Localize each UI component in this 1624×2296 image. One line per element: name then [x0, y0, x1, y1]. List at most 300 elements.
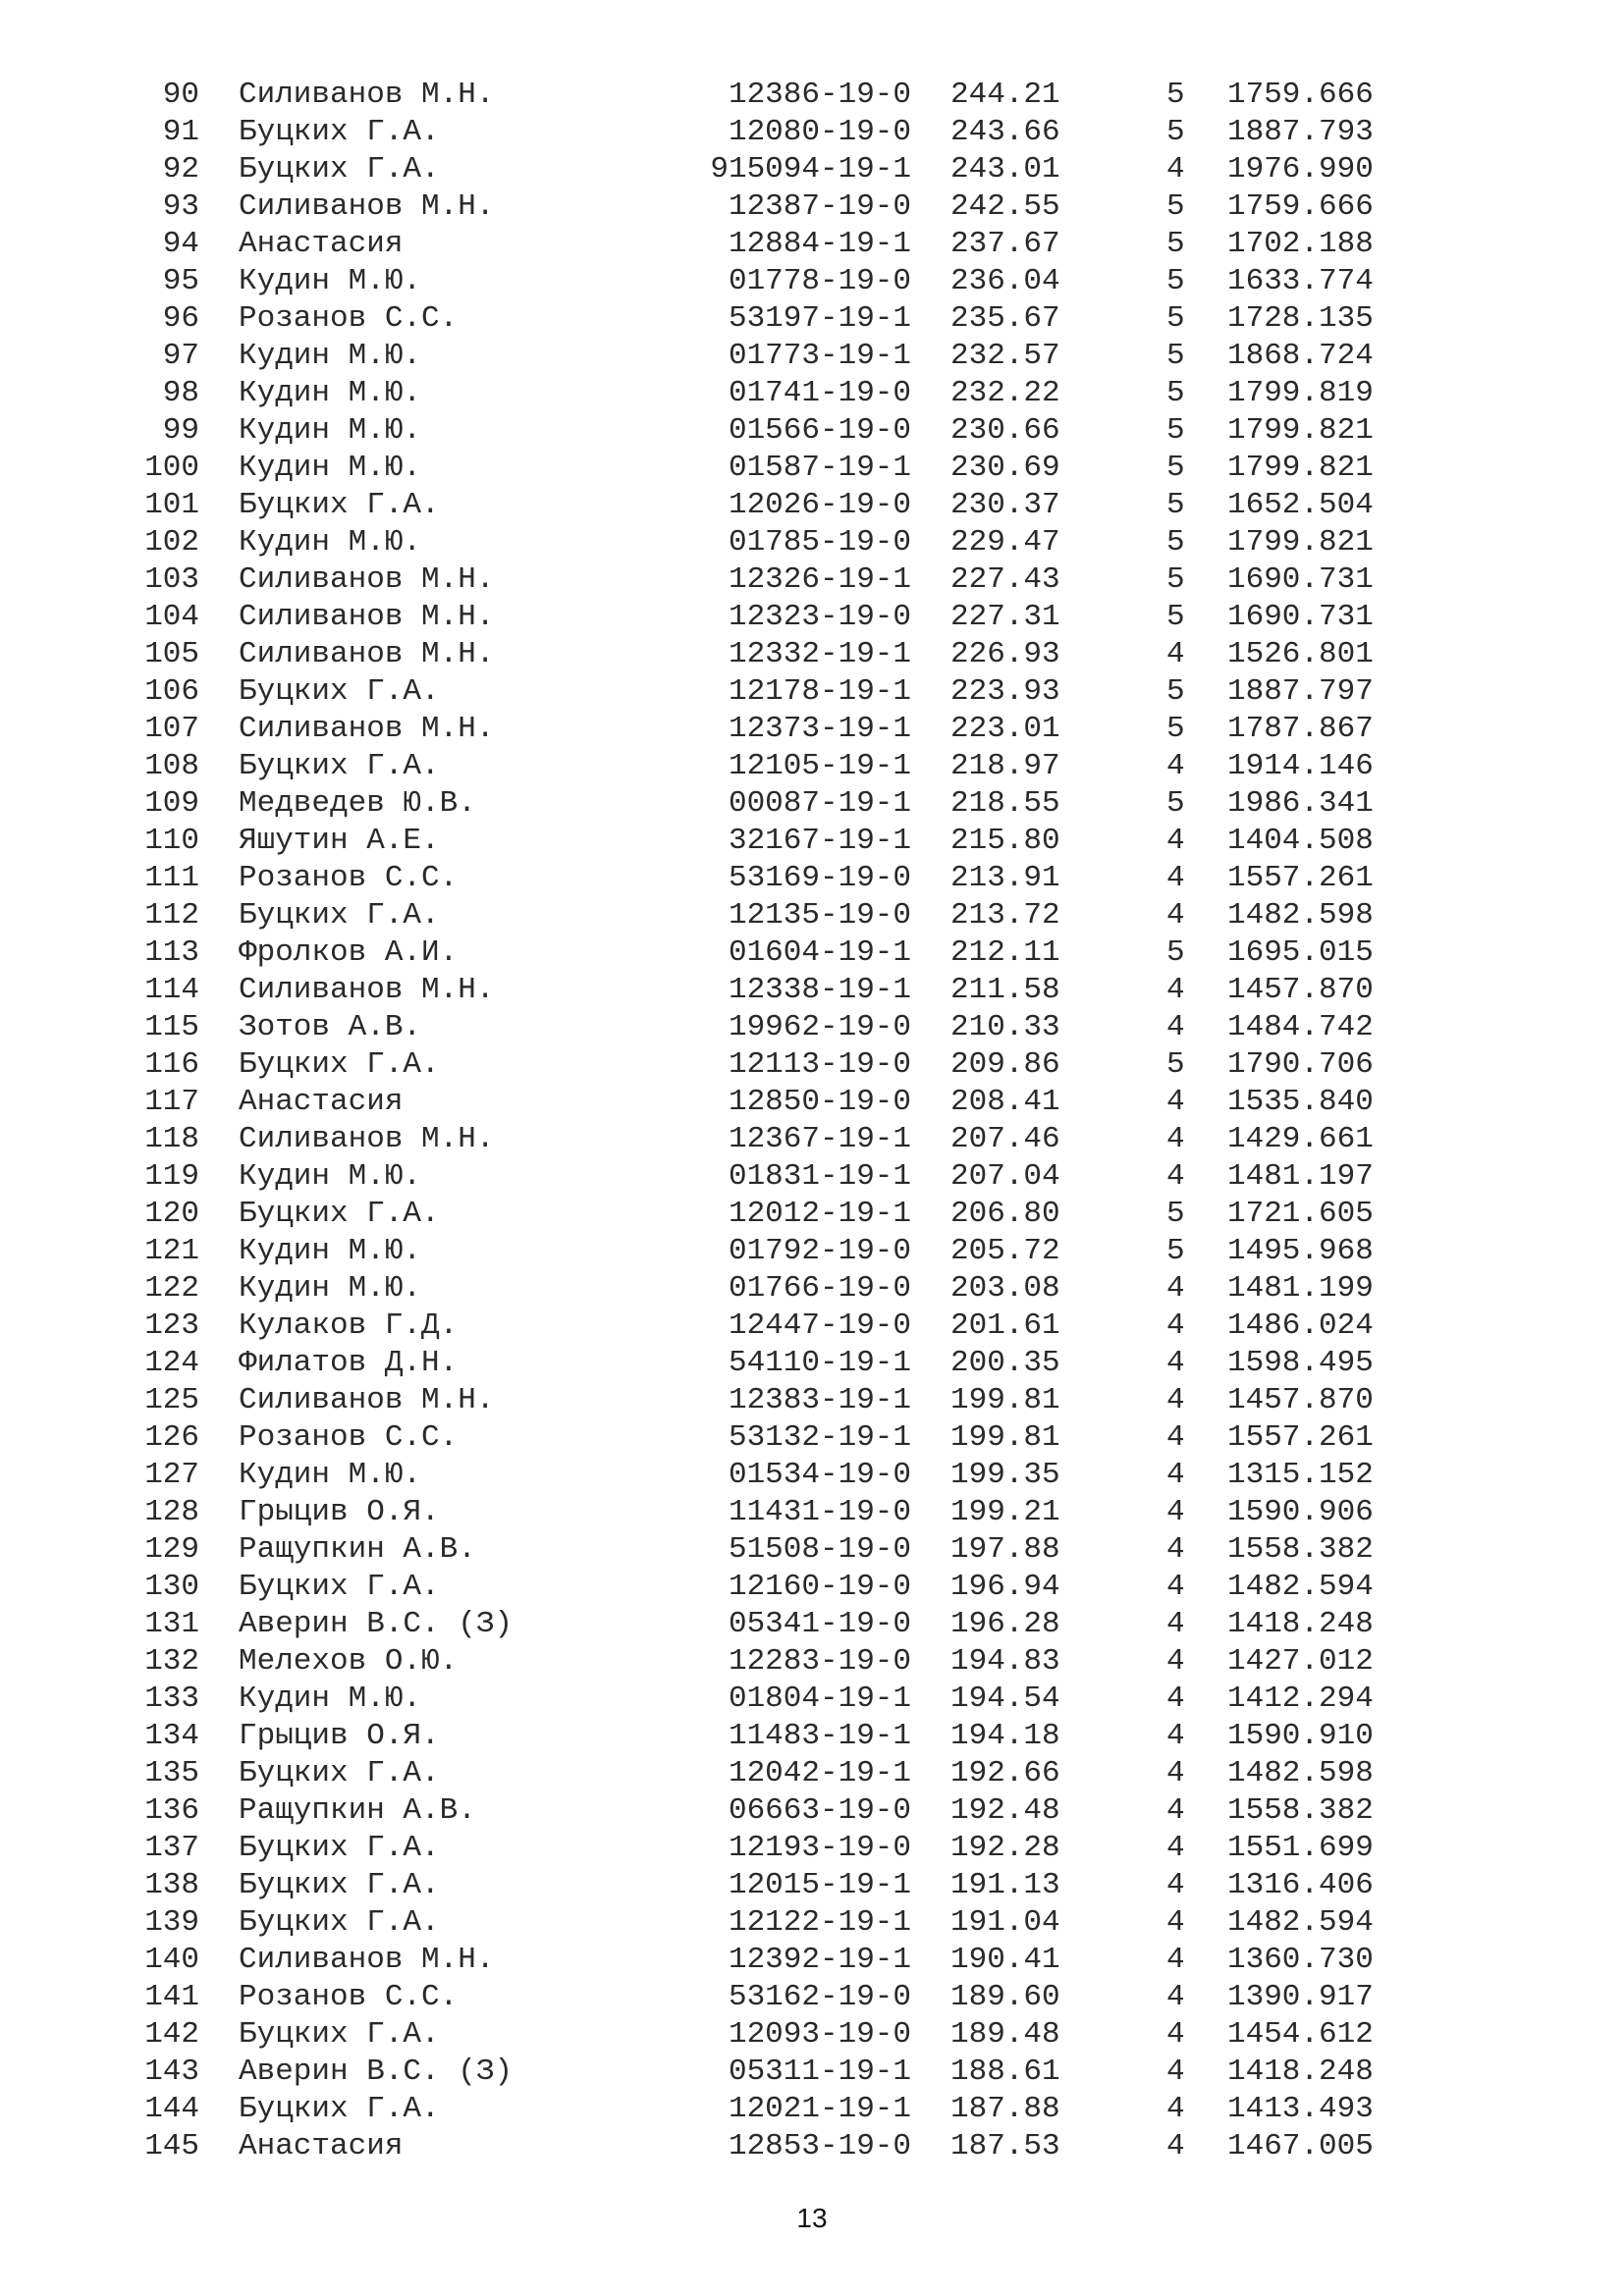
- row-name: Анастасия: [239, 227, 404, 261]
- table-row: [0, 1792, 1624, 1830]
- row-value: 226.93: [950, 637, 1060, 671]
- table-row: [0, 2054, 1624, 2091]
- row-grade: 4: [1166, 1346, 1185, 1380]
- row-value: 196.94: [950, 1570, 1060, 1604]
- row-number: 143: [144, 2055, 199, 2089]
- row-grade: 4: [1166, 1570, 1185, 1604]
- table-row: [0, 1606, 1624, 1643]
- row-code: 01778-19-0: [728, 264, 911, 298]
- row-value: 189.48: [950, 2017, 1060, 2052]
- row-grade: 4: [1166, 1868, 1185, 1902]
- row-value: 207.46: [950, 1122, 1060, 1156]
- row-score: 1728.135: [1227, 301, 1374, 336]
- row-grade: 4: [1166, 749, 1185, 783]
- row-value: 236.04: [950, 264, 1060, 298]
- row-score: 1482.594: [1227, 1570, 1374, 1604]
- row-score: 1690.731: [1227, 600, 1374, 634]
- table-row: [0, 1419, 1624, 1457]
- row-score: 1695.015: [1227, 935, 1374, 970]
- row-value: 199.81: [950, 1383, 1060, 1417]
- row-number: 97: [162, 339, 199, 373]
- table-row: [0, 300, 1624, 338]
- table-row: [0, 561, 1624, 599]
- row-grade: 5: [1166, 189, 1185, 224]
- row-grade: 4: [1166, 2129, 1185, 2163]
- row-value: 208.41: [950, 1085, 1060, 1119]
- row-code: 12338-19-1: [728, 973, 911, 1007]
- table-row: [0, 1643, 1624, 1681]
- row-grade: 4: [1166, 1383, 1185, 1417]
- row-score: 1914.146: [1227, 749, 1374, 783]
- row-number: 145: [144, 2129, 199, 2163]
- row-code: 12386-19-0: [728, 78, 911, 112]
- row-code: 32167-19-1: [728, 824, 911, 858]
- row-value: 209.86: [950, 1047, 1060, 1082]
- row-grade: 5: [1166, 525, 1185, 560]
- row-grade: 5: [1166, 1047, 1185, 1082]
- table-row: [0, 599, 1624, 636]
- row-code: 12193-19-0: [728, 1831, 911, 1865]
- row-number: 121: [144, 1234, 199, 1268]
- table-row: [0, 1569, 1624, 1606]
- row-score: 1557.261: [1227, 1420, 1374, 1455]
- row-code: 12387-19-0: [728, 189, 911, 224]
- row-value: 188.61: [950, 2055, 1060, 2089]
- row-score: 1887.797: [1227, 674, 1374, 709]
- row-name: Аверин В.С. (З): [239, 2055, 514, 2089]
- row-score: 1429.661: [1227, 1122, 1374, 1156]
- row-score: 1360.730: [1227, 1943, 1374, 1977]
- row-score: 1484.742: [1227, 1010, 1374, 1044]
- row-name: Буцких Г.А.: [239, 749, 440, 783]
- row-grade: 4: [1166, 824, 1185, 858]
- row-number: 106: [144, 674, 199, 709]
- results-table: [0, 77, 1624, 2165]
- row-name: Буцких Г.А.: [239, 1756, 440, 1790]
- row-code: 12113-19-0: [728, 1047, 911, 1082]
- table-row: [0, 412, 1624, 450]
- row-grade: 5: [1166, 786, 1185, 821]
- table-row: [0, 1046, 1624, 1084]
- row-score: 1799.821: [1227, 525, 1374, 560]
- row-name: Силиванов М.Н.: [239, 637, 495, 671]
- row-grade: 4: [1166, 1122, 1185, 1156]
- row-score: 1558.382: [1227, 1793, 1374, 1828]
- row-code: 00087-19-1: [728, 786, 911, 821]
- table-row: [0, 2016, 1624, 2054]
- row-score: 1721.605: [1227, 1197, 1374, 1231]
- row-name: Фролков А.И.: [239, 935, 459, 970]
- row-score: 1315.152: [1227, 1458, 1374, 1492]
- row-value: 223.93: [950, 674, 1060, 709]
- row-score: 1526.801: [1227, 637, 1374, 671]
- row-name: Розанов С.С.: [239, 301, 459, 336]
- row-grade: 4: [1166, 1719, 1185, 1753]
- row-value: 192.66: [950, 1756, 1060, 1790]
- table-row: [0, 860, 1624, 897]
- row-code: 12884-19-1: [728, 227, 911, 261]
- row-number: 124: [144, 1346, 199, 1380]
- row-grade: 4: [1166, 637, 1185, 671]
- row-value: 194.18: [950, 1719, 1060, 1753]
- row-grade: 4: [1166, 2092, 1185, 2126]
- row-code: 11483-19-1: [728, 1719, 911, 1753]
- row-number: 102: [144, 525, 199, 560]
- row-code: 12332-19-1: [728, 637, 911, 671]
- row-code: 01587-19-1: [728, 451, 911, 485]
- row-number: 135: [144, 1756, 199, 1790]
- table-row: [0, 77, 1624, 114]
- row-grade: 4: [1166, 152, 1185, 187]
- row-code: 01792-19-0: [728, 1234, 911, 1268]
- row-number: 128: [144, 1495, 199, 1529]
- row-number: 131: [144, 1607, 199, 1641]
- row-score: 1486.024: [1227, 1308, 1374, 1343]
- table-row: [0, 1084, 1624, 1121]
- table-row: [0, 1979, 1624, 2016]
- row-score: 1482.598: [1227, 1756, 1374, 1790]
- row-code: 11431-19-0: [728, 1495, 911, 1529]
- table-row: [0, 1345, 1624, 1382]
- row-score: 1986.341: [1227, 786, 1374, 821]
- row-name: Яшутин А.Е.: [239, 824, 440, 858]
- row-code: 53169-19-0: [728, 861, 911, 895]
- row-number: 105: [144, 637, 199, 671]
- row-value: 190.41: [950, 1943, 1060, 1977]
- row-value: 218.55: [950, 786, 1060, 821]
- row-name: Буцких Г.А.: [239, 152, 440, 187]
- table-row: [0, 1121, 1624, 1158]
- row-number: 95: [162, 264, 199, 298]
- row-score: 1790.706: [1227, 1047, 1374, 1082]
- row-grade: 5: [1166, 600, 1185, 634]
- row-number: 100: [144, 451, 199, 485]
- table-row: [0, 1942, 1624, 1979]
- table-row: [0, 1270, 1624, 1308]
- row-value: 229.47: [950, 525, 1060, 560]
- row-number: 114: [144, 973, 199, 1007]
- row-score: 1799.821: [1227, 451, 1374, 485]
- row-name: Силиванов М.Н.: [239, 189, 495, 224]
- row-name: Кудин М.Ю.: [239, 413, 422, 448]
- table-row: [0, 1382, 1624, 1419]
- row-value: 206.80: [950, 1197, 1060, 1231]
- row-grade: 5: [1166, 78, 1185, 112]
- row-score: 1418.248: [1227, 2055, 1374, 2089]
- row-value: 194.54: [950, 1682, 1060, 1716]
- row-grade: 5: [1166, 935, 1185, 970]
- row-value: 242.55: [950, 189, 1060, 224]
- row-score: 1976.990: [1227, 152, 1374, 187]
- row-name: Кулаков Г.Д.: [239, 1308, 459, 1343]
- row-number: 119: [144, 1159, 199, 1194]
- table-row: [0, 151, 1624, 188]
- row-score: 1702.188: [1227, 227, 1374, 261]
- row-name: Кудин М.Ю.: [239, 264, 422, 298]
- row-code: 53132-19-1: [728, 1420, 911, 1455]
- table-row: [0, 711, 1624, 748]
- row-value: 199.35: [950, 1458, 1060, 1492]
- row-value: 237.67: [950, 227, 1060, 261]
- row-code: 01804-19-1: [728, 1682, 911, 1716]
- row-score: 1652.504: [1227, 488, 1374, 522]
- row-value: 232.22: [950, 376, 1060, 410]
- row-name: Буцких Г.А.: [239, 1905, 440, 1940]
- row-value: 191.13: [950, 1868, 1060, 1902]
- row-score: 1590.910: [1227, 1719, 1374, 1753]
- row-code: 54110-19-1: [728, 1346, 911, 1380]
- row-number: 129: [144, 1532, 199, 1567]
- row-value: 212.11: [950, 935, 1060, 970]
- row-name: Анастасия: [239, 2129, 404, 2163]
- row-value: 230.69: [950, 451, 1060, 485]
- row-code: 12850-19-0: [728, 1085, 911, 1119]
- row-score: 1404.508: [1227, 824, 1374, 858]
- table-row: [0, 1308, 1624, 1345]
- row-number: 98: [162, 376, 199, 410]
- row-grade: 4: [1166, 1458, 1185, 1492]
- row-number: 136: [144, 1793, 199, 1828]
- row-name: Кудин М.Ю.: [239, 1159, 422, 1194]
- table-row: [0, 1830, 1624, 1867]
- row-grade: 4: [1166, 1980, 1185, 2014]
- row-code: 12026-19-0: [728, 488, 911, 522]
- row-grade: 5: [1166, 376, 1185, 410]
- row-code: 12012-19-1: [728, 1197, 911, 1231]
- row-grade: 4: [1166, 1682, 1185, 1716]
- row-score: 1482.594: [1227, 1905, 1374, 1940]
- table-row: [0, 1196, 1624, 1233]
- row-score: 1481.199: [1227, 1271, 1374, 1306]
- row-name: Розанов С.С.: [239, 1420, 459, 1455]
- row-score: 1799.819: [1227, 376, 1374, 410]
- row-code: 06663-19-0: [728, 1793, 911, 1828]
- table-row: [0, 897, 1624, 934]
- row-code: 12392-19-1: [728, 1943, 911, 1977]
- row-code: 01766-19-0: [728, 1271, 911, 1306]
- row-code: 12015-19-1: [728, 1868, 911, 1902]
- row-number: 99: [162, 413, 199, 448]
- table-row: [0, 375, 1624, 412]
- row-score: 1759.666: [1227, 78, 1374, 112]
- row-grade: 4: [1166, 2017, 1185, 2052]
- row-grade: 4: [1166, 1308, 1185, 1343]
- row-score: 1868.724: [1227, 339, 1374, 373]
- row-grade: 4: [1166, 1271, 1185, 1306]
- table-row: [0, 748, 1624, 785]
- row-name: Буцких Г.А.: [239, 488, 440, 522]
- row-number: 107: [144, 712, 199, 746]
- table-row: [0, 524, 1624, 561]
- row-score: 1495.968: [1227, 1234, 1374, 1268]
- row-name: Силиванов М.Н.: [239, 78, 495, 112]
- row-number: 118: [144, 1122, 199, 1156]
- row-score: 1590.906: [1227, 1495, 1374, 1529]
- row-number: 134: [144, 1719, 199, 1753]
- table-row: [0, 1457, 1624, 1494]
- row-name: Силиванов М.Н.: [239, 562, 495, 597]
- row-code: 12323-19-0: [728, 600, 911, 634]
- row-name: Кудин М.Ю.: [239, 525, 422, 560]
- row-number: 144: [144, 2092, 199, 2126]
- row-value: 227.31: [950, 600, 1060, 634]
- table-row: [0, 1755, 1624, 1792]
- table-row: [0, 450, 1624, 487]
- row-name: Буцких Г.А.: [239, 1831, 440, 1865]
- row-name: Ращупкин А.В.: [239, 1532, 476, 1567]
- row-code: 12283-19-0: [728, 1644, 911, 1679]
- row-score: 1557.261: [1227, 861, 1374, 895]
- row-name: Буцких Г.А.: [239, 115, 440, 149]
- row-number: 139: [144, 1905, 199, 1940]
- row-code: 12105-19-1: [728, 749, 911, 783]
- row-score: 1535.840: [1227, 1085, 1374, 1119]
- row-code: 01831-19-1: [728, 1159, 911, 1194]
- row-grade: 4: [1166, 1943, 1185, 1977]
- table-row: [0, 1718, 1624, 1755]
- row-number: 140: [144, 1943, 199, 1977]
- row-value: 187.88: [950, 2092, 1060, 2126]
- row-value: 199.21: [950, 1495, 1060, 1529]
- row-grade: 5: [1166, 264, 1185, 298]
- row-code: 12160-19-0: [728, 1570, 911, 1604]
- row-grade: 5: [1166, 339, 1185, 373]
- row-name: Кудин М.Ю.: [239, 1234, 422, 1268]
- row-score: 1482.598: [1227, 898, 1374, 933]
- table-row: [0, 188, 1624, 226]
- row-value: 232.57: [950, 339, 1060, 373]
- row-grade: 5: [1166, 562, 1185, 597]
- row-number: 93: [162, 189, 199, 224]
- table-row: [0, 785, 1624, 823]
- row-code: 01566-19-0: [728, 413, 911, 448]
- row-name: Буцких Г.А.: [239, 2017, 440, 2052]
- row-number: 96: [162, 301, 199, 336]
- row-number: 110: [144, 824, 199, 858]
- row-grade: 4: [1166, 898, 1185, 933]
- row-name: Буцких Г.А.: [239, 2092, 440, 2126]
- table-row: [0, 1531, 1624, 1569]
- row-value: 203.08: [950, 1271, 1060, 1306]
- row-grade: 5: [1166, 712, 1185, 746]
- row-score: 1787.867: [1227, 712, 1374, 746]
- row-number: 91: [162, 115, 199, 149]
- table-row: [0, 823, 1624, 860]
- row-grade: 4: [1166, 1905, 1185, 1940]
- row-code: 12122-19-1: [728, 1905, 911, 1940]
- row-score: 1467.005: [1227, 2129, 1374, 2163]
- row-name: Кудин М.Ю.: [239, 339, 422, 373]
- row-score: 1887.793: [1227, 115, 1374, 149]
- row-score: 1598.495: [1227, 1346, 1374, 1380]
- row-value: 205.72: [950, 1234, 1060, 1268]
- row-number: 94: [162, 227, 199, 261]
- row-number: 120: [144, 1197, 199, 1231]
- row-code: 53197-19-1: [728, 301, 911, 336]
- table-row: [0, 1681, 1624, 1718]
- row-name: Филатов Д.Н.: [239, 1346, 459, 1380]
- row-code: 01773-19-1: [728, 339, 911, 373]
- row-number: 111: [144, 861, 199, 895]
- row-code: 12080-19-0: [728, 115, 911, 149]
- row-value: 189.60: [950, 1980, 1060, 2014]
- row-score: 1427.012: [1227, 1644, 1374, 1679]
- row-value: 197.88: [950, 1532, 1060, 1567]
- row-name: Буцких Г.А.: [239, 1047, 440, 1082]
- row-number: 141: [144, 1980, 199, 2014]
- row-code: 01534-19-0: [728, 1458, 911, 1492]
- row-grade: 5: [1166, 1197, 1185, 1231]
- row-value: 194.83: [950, 1644, 1060, 1679]
- table-row: [0, 1233, 1624, 1270]
- row-grade: 4: [1166, 1495, 1185, 1529]
- row-name: Кудин М.Ю.: [239, 376, 422, 410]
- row-name: Кудин М.Ю.: [239, 451, 422, 485]
- row-value: 187.53: [950, 2129, 1060, 2163]
- row-name: Розанов С.С.: [239, 861, 459, 895]
- table-row: [0, 338, 1624, 375]
- row-code: 12367-19-1: [728, 1122, 911, 1156]
- row-code: 12447-19-0: [728, 1308, 911, 1343]
- row-code: 01741-19-0: [728, 376, 911, 410]
- row-name: Аверин В.С. (З): [239, 1607, 514, 1641]
- row-code: 53162-19-0: [728, 1980, 911, 2014]
- row-score: 1690.731: [1227, 562, 1374, 597]
- row-number: 130: [144, 1570, 199, 1604]
- row-name: Силиванов М.Н.: [239, 712, 495, 746]
- row-value: 244.21: [950, 78, 1060, 112]
- row-score: 1457.870: [1227, 973, 1374, 1007]
- row-value: 243.01: [950, 152, 1060, 187]
- row-name: Силиванов М.Н.: [239, 1943, 495, 1977]
- row-code: 12093-19-0: [728, 2017, 911, 2052]
- row-name: Розанов С.С.: [239, 1980, 459, 2014]
- table-row: [0, 1158, 1624, 1196]
- row-number: 90: [162, 78, 199, 112]
- row-number: 122: [144, 1271, 199, 1306]
- row-score: 1633.774: [1227, 264, 1374, 298]
- row-name: Буцких Г.А.: [239, 674, 440, 709]
- row-number: 92: [162, 152, 199, 187]
- row-code: 12042-19-1: [728, 1756, 911, 1790]
- row-grade: 5: [1166, 451, 1185, 485]
- row-number: 137: [144, 1831, 199, 1865]
- row-number: 127: [144, 1458, 199, 1492]
- row-value: 210.33: [950, 1010, 1060, 1044]
- row-number: 108: [144, 749, 199, 783]
- row-grade: 4: [1166, 1420, 1185, 1455]
- row-value: 199.81: [950, 1420, 1060, 1455]
- row-code: 12135-19-0: [728, 898, 911, 933]
- row-grade: 4: [1166, 1607, 1185, 1641]
- row-value: 230.66: [950, 413, 1060, 448]
- row-grade: 4: [1166, 1793, 1185, 1828]
- row-value: 211.58: [950, 973, 1060, 1007]
- row-name: Силиванов М.Н.: [239, 973, 495, 1007]
- table-row: [0, 673, 1624, 711]
- row-code: 12021-19-1: [728, 2092, 911, 2126]
- table-row: [0, 636, 1624, 673]
- row-code: 19962-19-0: [728, 1010, 911, 1044]
- row-score: 1418.248: [1227, 1607, 1374, 1641]
- row-number: 104: [144, 600, 199, 634]
- row-number: 109: [144, 786, 199, 821]
- row-value: 215.80: [950, 824, 1060, 858]
- row-number: 115: [144, 1010, 199, 1044]
- row-code: 12853-19-0: [728, 2129, 911, 2163]
- row-grade: 4: [1166, 1085, 1185, 1119]
- table-row: [0, 263, 1624, 300]
